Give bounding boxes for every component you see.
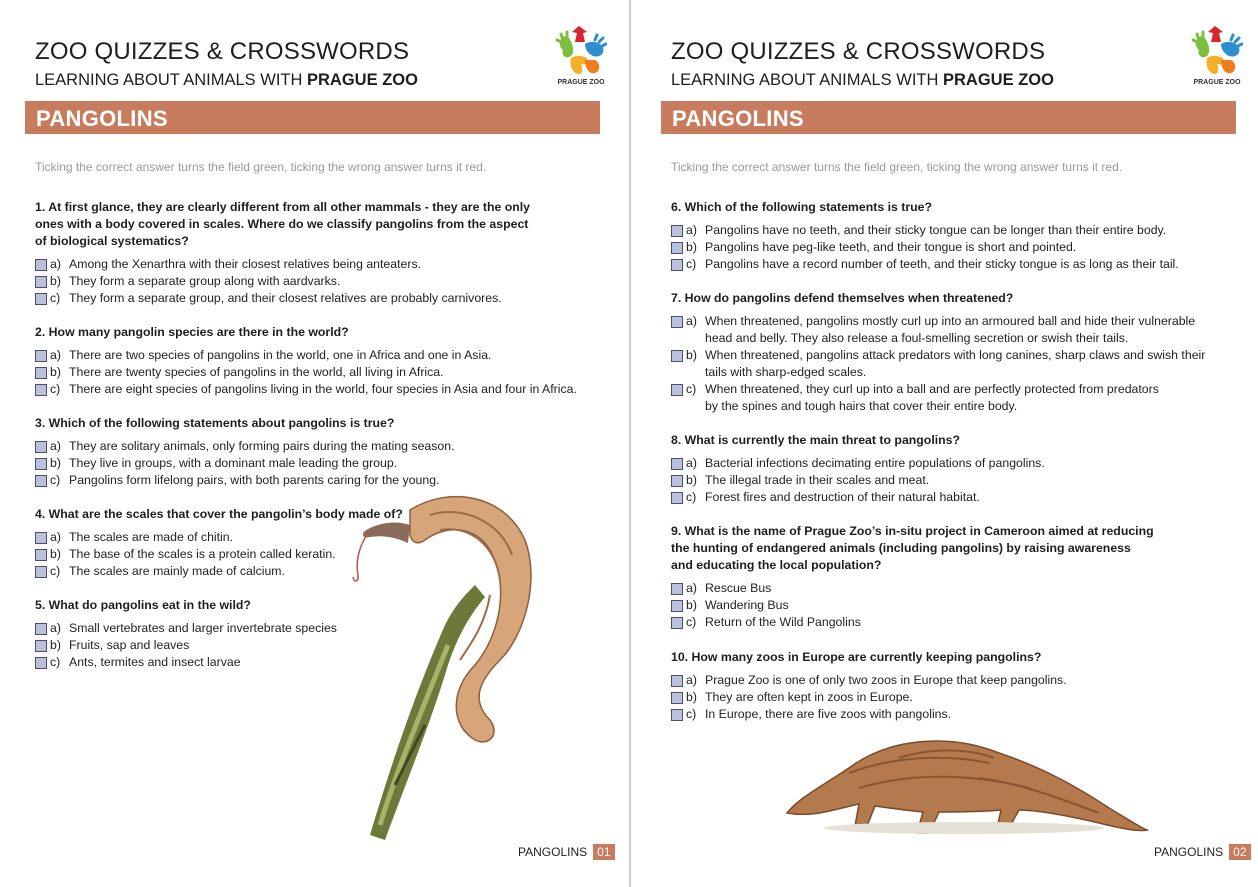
option-letter: b) [686, 348, 697, 362]
option-letter: b) [50, 274, 61, 288]
option-letter: a) [686, 673, 697, 687]
answer-checkbox[interactable] [671, 475, 683, 487]
answer-option[interactable] [671, 672, 1067, 689]
option-letter: c) [686, 490, 697, 504]
option-letter: c) [686, 615, 697, 629]
answer-checkbox[interactable] [671, 458, 683, 470]
question-10 [671, 649, 1067, 723]
logo-text: PRAGUE ZOO [1193, 79, 1241, 86]
option-letter: c) [50, 473, 61, 487]
option-letter: b) [686, 473, 697, 487]
logo-text: PRAGUE ZOO [557, 79, 605, 86]
option-letter: b) [50, 638, 61, 652]
answer-checkbox[interactable] [35, 623, 47, 635]
answer-option[interactable] [671, 381, 1205, 415]
prague-zoo-logo [1191, 24, 1243, 90]
question-text: 9. What is the name of Prague Zoo’s in-situ project in Cameroon aimed at reducing the hunting of endangered animals (including pangolins) by raising awareness and educating the local population? [671, 524, 1154, 572]
question-7 [671, 290, 1205, 415]
answer-checkbox[interactable] [671, 316, 683, 328]
option-text: Forest fires and destruction of their natural habitat. [705, 490, 980, 504]
answer-checkbox[interactable] [35, 657, 47, 669]
banner-title: PANGOLINS [36, 106, 168, 131]
option-text: Pangolins form lifelong pairs, with both parents caring for the young. [69, 473, 440, 487]
option-text: There are two species of pangolins in the world, one in Africa and one in Asia. [69, 348, 492, 362]
question-text: 6. Which of the following statements is true? [671, 200, 932, 214]
option-text: In Europe, there are five zoos with pangolins. [705, 707, 952, 721]
answer-option[interactable] [671, 689, 1067, 706]
option-text: The base of the scales is a protein called keratin. [69, 547, 336, 561]
option-text: Return of the Wild Pangolins [705, 615, 861, 629]
answer-checkbox[interactable] [671, 259, 683, 271]
option-text: Fruits, sap and leaves [69, 638, 190, 652]
answer-checkbox[interactable] [35, 475, 47, 487]
question-text: 4. What are the scales that cover the pangolin’s body made of? [35, 507, 403, 521]
option-text: When threatened, pangolins attack predators with long canines, sharp claws and swish their tails with sharp-edged scales. [705, 348, 1206, 379]
question-text: 7. How do pangolins defend themselves when threatened? [671, 291, 1014, 305]
option-text: Pangolins have peg-like teeth, and their tongue is short and pointed. [705, 240, 1077, 254]
answer-option[interactable] [35, 381, 577, 398]
answer-checkbox[interactable] [35, 532, 47, 544]
option-text: The illegal trade in their scales and meat. [705, 473, 930, 487]
option-text: When threatened, pangolins mostly curl up into an armoured ball and hide their vulnerable head and belly. They also release a foul-smelling secretion or swish their tails. [705, 314, 1196, 345]
option-letter: b) [686, 240, 697, 254]
question-8 [671, 432, 1045, 506]
header-subtitle [671, 71, 1054, 90]
option-letter: c) [686, 257, 697, 271]
header-subtitle [35, 71, 418, 90]
answer-option[interactable] [35, 637, 337, 654]
answer-option[interactable] [671, 472, 1045, 489]
answer-checkbox[interactable] [671, 225, 683, 237]
answer-checkbox[interactable] [671, 583, 683, 595]
answer-option[interactable] [671, 597, 1154, 614]
answer-option[interactable] [671, 256, 1179, 273]
option-text: Rescue Bus [705, 581, 772, 595]
question-2 [35, 324, 577, 398]
option-text: Bacterial infections decimating entire populations of pangolins. [705, 456, 1045, 470]
option-letter: a) [50, 348, 61, 362]
option-text: Among the Xenarthra with their closest relatives being anteaters. [69, 257, 422, 271]
option-letter: c) [50, 382, 61, 396]
option-letter: c) [50, 655, 61, 669]
answer-option[interactable] [671, 313, 1205, 347]
option-letter: a) [686, 314, 697, 328]
answer-checkbox[interactable] [35, 640, 47, 652]
option-letter: a) [686, 456, 697, 470]
answer-checkbox[interactable] [35, 293, 47, 305]
answer-checkbox[interactable] [671, 675, 683, 687]
option-letter: b) [50, 547, 61, 561]
option-letter: c) [686, 707, 697, 721]
answer-option[interactable] [35, 620, 337, 637]
answer-checkbox[interactable] [35, 367, 47, 379]
answer-checkbox[interactable] [35, 259, 47, 271]
answer-option[interactable] [671, 614, 1154, 631]
question-text: 10. How many zoos in Europe are currently keeping pangolins? [671, 650, 1042, 664]
question-3 [35, 415, 455, 489]
footer-label: PANGOLINS [518, 845, 588, 859]
header-title: ZOO QUIZZES & CROSSWORDS [671, 38, 1046, 65]
option-text: Small vertebrates and larger invertebrate species [69, 621, 337, 635]
header-title: ZOO QUIZZES & CROSSWORDS [35, 38, 410, 65]
answer-option[interactable] [35, 364, 577, 381]
subtitle-prefix: LEARNING ABOUT ANIMALS WITH [35, 71, 308, 89]
option-letter: a) [50, 257, 61, 271]
question-text: 3. Which of the following statements about pangolins is true? [35, 416, 395, 430]
option-letter: a) [686, 581, 697, 595]
instructions: Ticking the correct answer turns the field green, ticking the wrong answer turns it red. [671, 160, 1123, 174]
instructions: Ticking the correct answer turns the field green, ticking the wrong answer turns it red. [35, 160, 487, 174]
answer-option[interactable] [35, 455, 455, 472]
option-letter: c) [50, 291, 61, 305]
option-letter: a) [686, 223, 697, 237]
option-text: The scales are mainly made of calcium. [69, 564, 285, 578]
option-letter: a) [50, 530, 61, 544]
option-text: There are eight species of pangolins living in the world, four species in Asia and four in Africa. [69, 382, 577, 396]
answer-checkbox[interactable] [35, 549, 47, 561]
option-letter: c) [686, 382, 697, 396]
answer-checkbox[interactable] [35, 441, 47, 453]
answer-option[interactable] [35, 438, 455, 455]
pangolin-on-branch-illustration [340, 485, 540, 845]
question-1 [35, 199, 530, 307]
answer-option[interactable] [671, 239, 1179, 256]
option-text: The scales are made of chitin. [69, 530, 234, 544]
answer-checkbox[interactable] [671, 350, 683, 362]
answer-option[interactable] [671, 222, 1179, 239]
option-letter: b) [686, 690, 697, 704]
option-letter: a) [50, 439, 61, 453]
answer-option[interactable] [671, 706, 1067, 723]
subtitle-zoo-name: PRAGUE ZOO [307, 71, 418, 89]
answer-checkbox[interactable] [35, 384, 47, 396]
answer-checkbox[interactable] [35, 566, 47, 578]
option-letter: a) [50, 621, 61, 635]
option-text: They live in groups, with a dominant male leading the group. [69, 456, 398, 470]
question-9 [671, 523, 1154, 631]
option-letter: b) [50, 365, 61, 379]
option-text: There are twenty species of pangolins in the world, all living in Africa. [69, 365, 444, 379]
option-text: Pangolins have no teeth, and their sticky tongue can be longer than their entire body. [705, 223, 1167, 237]
option-letter: b) [686, 598, 697, 612]
option-text: Wandering Bus [705, 598, 789, 612]
answer-option[interactable] [671, 580, 1154, 597]
question-text: 2. How many pangolin species are there in the world? [35, 325, 349, 339]
question-6 [671, 199, 1179, 273]
quiz-page-2 [631, 0, 1258, 887]
prague-zoo-logo [555, 24, 607, 90]
page-footer [1154, 844, 1251, 863]
title-banner [25, 101, 600, 134]
title-banner [661, 101, 1236, 134]
subtitle-prefix: LEARNING ABOUT ANIMALS WITH [671, 71, 944, 89]
option-text: When threatened, they curl up into a ball and are perfectly protected from predators by the spines and tough hairs that cover their entire body. [705, 382, 1159, 413]
answer-option[interactable] [35, 654, 337, 671]
option-text: They are solitary animals, only forming pairs during the mating season. [69, 439, 455, 453]
footer-label: PANGOLINS [1154, 845, 1224, 859]
answer-option[interactable] [35, 290, 530, 307]
answer-checkbox[interactable] [35, 276, 47, 288]
walking-pangolin-illustration [779, 728, 1149, 838]
page-number: 01 [593, 844, 614, 860]
answer-option[interactable] [671, 489, 1045, 506]
answer-option[interactable] [671, 455, 1045, 472]
option-text: Pangolins have a record number of teeth, and their sticky tongue is as long as their tail. [705, 257, 1179, 271]
answer-checkbox[interactable] [671, 600, 683, 612]
answer-checkbox[interactable] [671, 384, 683, 396]
answer-option[interactable] [671, 347, 1205, 381]
question-text: 8. What is currently the main threat to pangolins? [671, 433, 961, 447]
option-text: They form a separate group along with aardvarks. [69, 274, 341, 288]
question-text: 5. What do pangolins eat in the wild? [35, 598, 251, 612]
answer-checkbox[interactable] [35, 350, 47, 362]
subtitle-zoo-name: PRAGUE ZOO [943, 71, 1054, 89]
banner-title: PANGOLINS [672, 106, 804, 131]
answer-option[interactable] [35, 256, 530, 273]
answer-checkbox[interactable] [671, 617, 683, 629]
answer-checkbox[interactable] [671, 709, 683, 721]
option-text: They are often kept in zoos in Europe. [705, 690, 913, 704]
answer-option[interactable] [35, 273, 530, 290]
answer-checkbox[interactable] [671, 692, 683, 704]
answer-checkbox[interactable] [671, 242, 683, 254]
option-letter: b) [50, 456, 61, 470]
question-text: 1. At first glance, they are clearly different from all other mammals - they are the only ones with a body covered in scales. Where do we classify pangolins from the aspect of biological systematics? [35, 200, 530, 248]
option-letter: c) [50, 564, 61, 578]
page-number: 02 [1229, 844, 1250, 860]
answer-checkbox[interactable] [35, 458, 47, 470]
option-text: Prague Zoo is one of only two zoos in Europe that keep pangolins. [705, 673, 1067, 687]
question-5 [35, 597, 337, 671]
option-text: Ants, termites and insect larvae [69, 655, 241, 669]
answer-checkbox[interactable] [671, 492, 683, 504]
option-text: They form a separate group, and their closest relatives are probably carnivores. [69, 291, 502, 305]
page-footer [518, 844, 615, 863]
answer-option[interactable] [35, 347, 577, 364]
